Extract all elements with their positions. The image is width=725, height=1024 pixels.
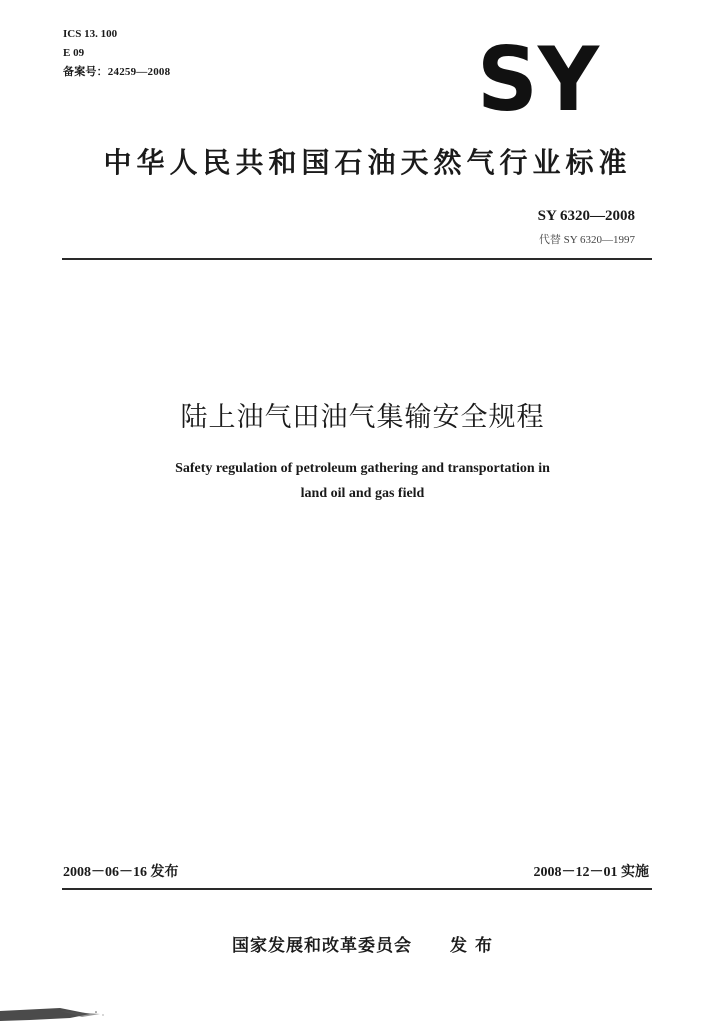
issue-date	[63, 861, 179, 881]
publisher	[0, 931, 725, 956]
top-divider	[62, 258, 652, 260]
ccs-code: E 09	[63, 47, 85, 59]
standard-number: SY 6320—2008	[537, 208, 635, 224]
organization-title: 中华人民共和国石油天然气行业标准	[103, 146, 632, 179]
bottom-divider	[62, 888, 652, 890]
registration-number: 备案号：24259—2008	[63, 66, 171, 78]
publisher-action: 发 布	[450, 936, 493, 956]
title-english-line-2: land oil and gas field	[300, 486, 425, 501]
scan-smudge	[0, 1006, 110, 1024]
replaces-standard: 代替 SY 6320—1997	[538, 234, 635, 246]
sy-logo	[476, 40, 600, 116]
title-english-line-1: Safety regulation of petroleum gathering and transportation in	[175, 461, 550, 476]
issue-date-value: 2008－06－16	[63, 865, 147, 880]
implement-date-value: 2008－12－01	[533, 865, 618, 880]
issue-label: 发布	[150, 864, 179, 880]
publisher-name: 国家发展和改革委员会	[232, 936, 413, 956]
implement-date	[534, 861, 650, 881]
implement-label: 实施	[621, 864, 649, 880]
ics-code: ICS 13. 100	[63, 28, 118, 40]
title-english	[130, 456, 595, 506]
title-chinese: 陆上油气田油气集输安全规程	[180, 402, 545, 433]
logo-text: SY	[477, 40, 600, 116]
